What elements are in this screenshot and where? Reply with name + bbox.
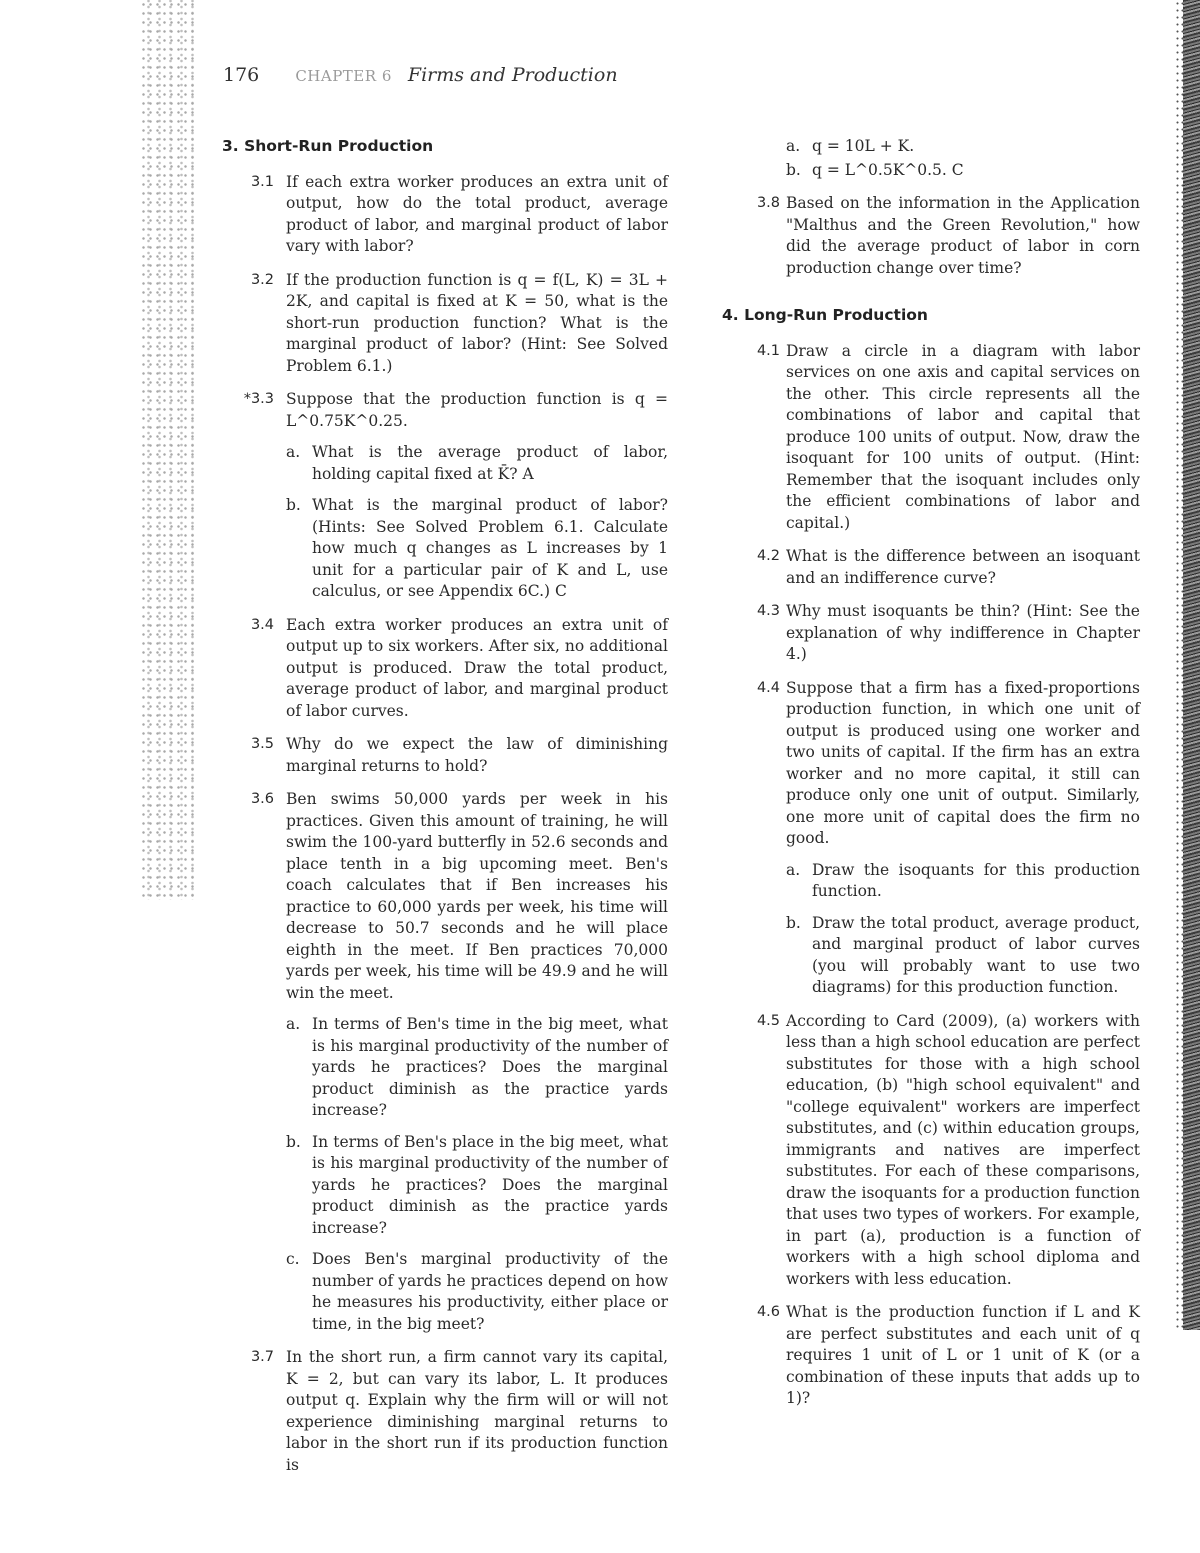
chapter-label: CHAPTER 6 [295, 67, 392, 85]
sub-question-text: In terms of Ben's time in the big meet, what is his marginal productivity of the number of yards he practices? Does the marginal product diminish as the practice yards increase? [312, 1015, 668, 1119]
sub-question-text: q = L^0.5K^0.5. C [812, 160, 964, 179]
left-column [222, 136, 668, 1488]
problem-number: 3.7 [250, 1349, 274, 1365]
problem-number: 3.2 [250, 271, 274, 288]
problem-text: Each extra worker produces an extra unit of output up to six workers. After six, no additional output is produced. Draw the total product, average product of labor, and marginal product of labor curves. [286, 615, 668, 720]
sub-question-text: What is the marginal product of labor? (Hints: See Solved Problem 6.1. Calculate how much q changes as L increases by 1 unit for a particular pair of K and L, use calculus, or see Appendix 6C.) C [312, 496, 668, 600]
problem-number: 4.2 [756, 548, 780, 564]
problem-number: 4.1 [756, 342, 780, 359]
right-column [722, 136, 1140, 1422]
problem-item [222, 734, 668, 777]
sub-question-text: What is the average product of labor, holding capital fixed at K̄? A [312, 443, 668, 483]
problem-item [752, 1302, 1140, 1410]
problem-text: According to Card (2009), (a) workers with less than a high school education are perfect substitutes for those with a high school education, (b) "high school equivalent" and "college equivalent" workers are imperfect substitutes, and (c) within education groups, immigrants and natives are imperfect substitutes. For each of these comparisons, draw the isoquants for a production function that uses two types of workers. For example, in part (a), production is a function of workers with a high school diploma and workers with less education. [786, 1011, 1140, 1288]
problem-text: If each extra worker produces an extra unit of output, how do the total product, average product of labor, and marginal product of labor vary with labor? [286, 172, 668, 255]
sub-question-text: Draw the isoquants for this production function. [812, 860, 1140, 900]
problem-number: 3.4 [250, 616, 274, 633]
problem-text: Why must isoquants be thin? (Hint: See the explanation of why indifference in Chapter 4.) [786, 602, 1140, 663]
sub-question [286, 495, 668, 603]
section-title: 4. Long-Run Production [722, 306, 928, 324]
problem-item [752, 601, 1140, 666]
problem-item [752, 1011, 1140, 1291]
problem-item [752, 193, 1140, 279]
problem-item [222, 270, 668, 378]
sub-question-label: a. [286, 443, 301, 461]
sub-question-label: b. [786, 160, 801, 179]
sub-question [286, 1132, 668, 1240]
scan-right-edge-binding [1183, 0, 1200, 1330]
problem-number: 3.1 [250, 173, 274, 190]
chapter-title: Firms and Production [407, 64, 618, 86]
sub-question-label: b. [786, 913, 801, 932]
problem-text: In the short run, a firm cannot vary its capital, K = 2, but can vary its labor, L. It produces output q. Explain why the firm will or will not experience diminishing marginal returns to labor in the short run if its production function is [286, 1348, 668, 1474]
problem-item-continued [752, 136, 1140, 181]
problem-item [222, 789, 668, 1335]
problem-number: 4.6 [756, 1304, 780, 1320]
problem-text: What is the production function if L and K are perfect substitutes and each unit of q requires 1 unit of L or 1 unit of K (or a combination of these inputs that adds up to 1)? [786, 1303, 1140, 1407]
problem-text: If the production function is q = f(L, K) = 3L + 2K, and capital is fixed at K = 50, what is the short-run production function? What is the marginal product of labor? (Hint: See Solved Problem 6.1.) [286, 270, 668, 375]
sub-question-label: a. [786, 860, 801, 879]
problem-text: Why do we expect the law of diminishing marginal returns to hold? [286, 735, 668, 775]
problem-number: 4.5 [756, 1012, 780, 1029]
scan-left-edge-noise [140, 0, 195, 900]
sub-question [786, 913, 1140, 999]
problem-text: Ben swims 50,000 yards per week in his practices. Given this amount of training, he will swim the 100-yard butterfly in 52.6 seconds and place tenth in a big upcoming meet. Ben's coach calculates that if Ben increases his practice to 60,000 yards per week, his time will decrease to 50.7 seconds and he will place eighth in the meet. If Ben practices 70,000 yards per week, his time will be 49.9 and he will win the meet. [286, 790, 668, 1002]
page-number: 176 [223, 64, 260, 86]
sub-question-text: In terms of Ben's place in the big meet, what is his marginal productivity of the number of yards he practices? Does the marginal product diminish as the practice yards increase? [312, 1132, 668, 1237]
problem-item [222, 172, 668, 258]
sub-question-label: c. [286, 1250, 300, 1268]
problem-text: Suppose that a firm has a fixed-proportions production function, in which one unit of output is produced using one worker and two units of capital. If the firm has an extra worker and no more capital, it still can produce only one unit of output. Similarly, one more unit of capital does the firm no good. [786, 678, 1140, 847]
problem-number: 3.8 [756, 195, 780, 211]
sub-question-text: Draw the total product, average product, and marginal product of labor curves (you will probably want to use two diagrams) for this production function. [812, 913, 1140, 996]
section-title: 3. Short-Run Production [222, 137, 434, 155]
problem-number: 3.5 [250, 736, 274, 752]
problem-text: Suppose that the production function is q = L^0.75K^0.25. [286, 390, 668, 430]
sub-question [286, 1249, 668, 1335]
problem-item [752, 341, 1140, 535]
sub-question [786, 860, 1140, 903]
problem-item [222, 615, 668, 723]
problem-number: *3.3 [243, 391, 274, 407]
sub-question [286, 442, 668, 485]
sub-question-text: Does Ben's marginal productivity of the number of yards he practices depend on how he measures his productivity, either place or time, in the big meet? [312, 1250, 668, 1333]
problem-item [222, 389, 668, 603]
sub-question-label: b. [286, 1132, 301, 1151]
page-header [223, 64, 618, 86]
problem-number: 3.6 [250, 791, 274, 807]
sub-question-label: a. [786, 137, 801, 155]
sub-question-label: b. [286, 496, 301, 514]
sub-question-label: a. [286, 1015, 301, 1033]
sub-question [786, 136, 1140, 158]
problem-number: 4.4 [756, 679, 780, 696]
problem-number: 4.3 [756, 603, 780, 619]
problem-item [222, 1347, 668, 1476]
sub-question [786, 160, 1140, 182]
problem-text: What is the difference between an isoquant and an indifference curve? [786, 547, 1140, 587]
problem-item [752, 546, 1140, 589]
sub-question [286, 1014, 668, 1122]
problem-item [752, 678, 1140, 999]
problem-text: Draw a circle in a diagram with labor services on one axis and capital services on the other. This circle represents all the combinations of labor and capital that produce 100 units of output. Now, draw the isoquant for 100 units of output. (Hint: Remember that the isoquant includes only the efficient combinations of labor and capital.) [786, 341, 1140, 532]
problem-text: Based on the information in the Application "Malthus and the Green Revolution," how did the average product of labor in corn production change over time? [786, 194, 1140, 277]
sub-question-text: q = 10L + K. [812, 137, 915, 155]
